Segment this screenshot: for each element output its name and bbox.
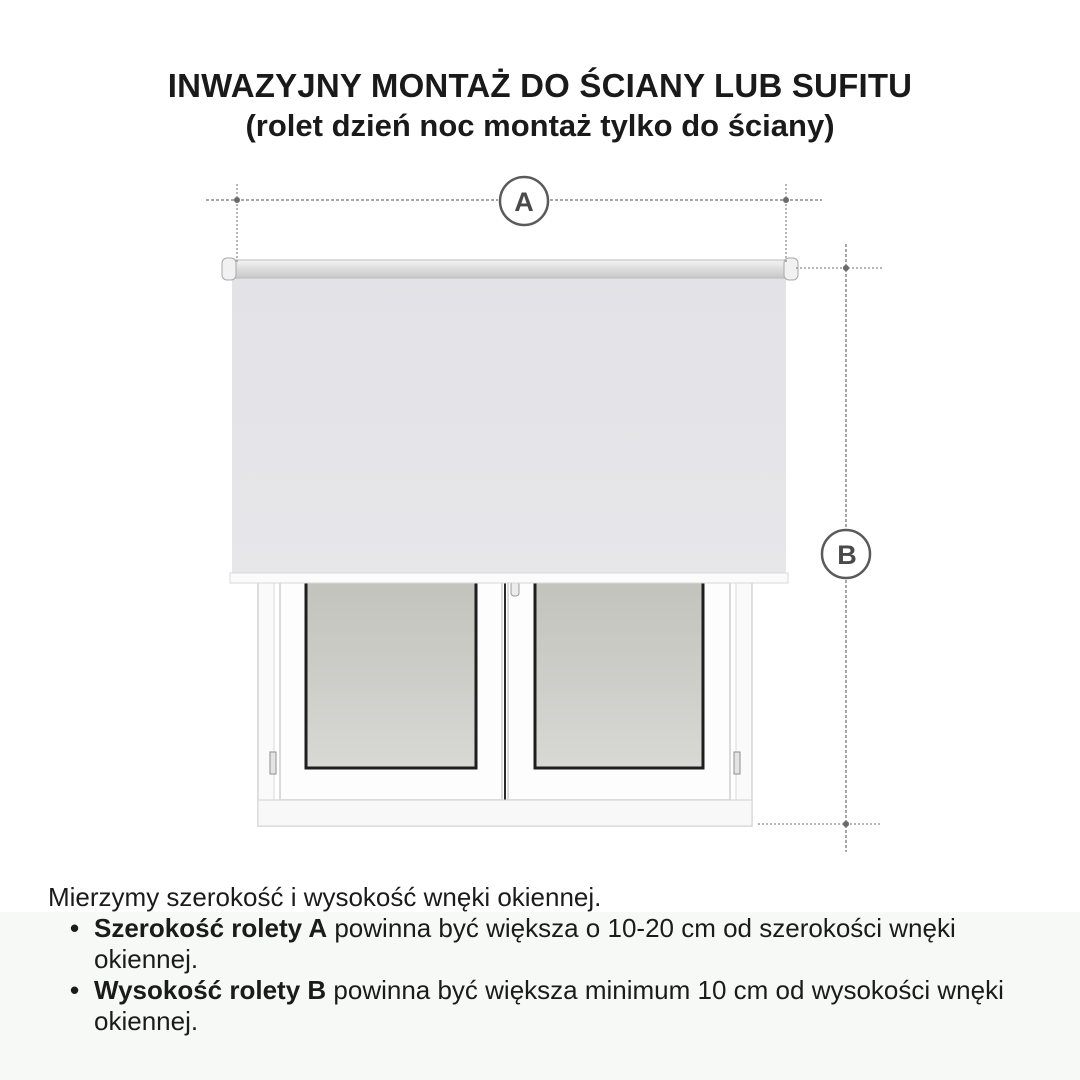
left-glass (306, 582, 476, 768)
width-heading: Szerokość rolety A (94, 913, 328, 943)
right-glass (535, 582, 703, 768)
blind-fabric (232, 270, 786, 574)
title-line-1: INWAZYJNY MONTAŻ DO ŚCIANY LUB SUFITU (167, 67, 913, 104)
window-sill (258, 800, 752, 826)
label-a: A (514, 187, 534, 217)
label-b: B (837, 540, 857, 570)
instruction-list (48, 913, 1048, 1037)
blind-roller-tube (228, 260, 790, 278)
caption-intro: Mierzymy szerokość i wysokość wnęki okiennej. (48, 882, 602, 912)
window-handle (511, 582, 519, 596)
title-line-2: (rolet dzień noc montaż tylko do ściany) (245, 108, 835, 143)
hinge-right (734, 752, 740, 774)
bullet-icon: • (70, 913, 80, 943)
bracket-left (222, 258, 236, 280)
list-item-width (70, 913, 1048, 975)
window (258, 576, 752, 826)
width-text: powinna być większa o 10-20 cm od szerokości wnęki okiennej. (94, 913, 956, 974)
measurement-instructions (48, 882, 1048, 1037)
list-item-height (70, 975, 1048, 1037)
roller-blind (222, 258, 798, 583)
blind-bottom-bar (230, 573, 788, 583)
height-text: powinna być większa minimum 10 cm od wysokości wnęki okiennej. (94, 975, 1004, 1036)
bullet-icon: • (70, 975, 80, 1005)
hinge-left (270, 752, 276, 774)
height-heading: Wysokość rolety B (94, 975, 327, 1005)
